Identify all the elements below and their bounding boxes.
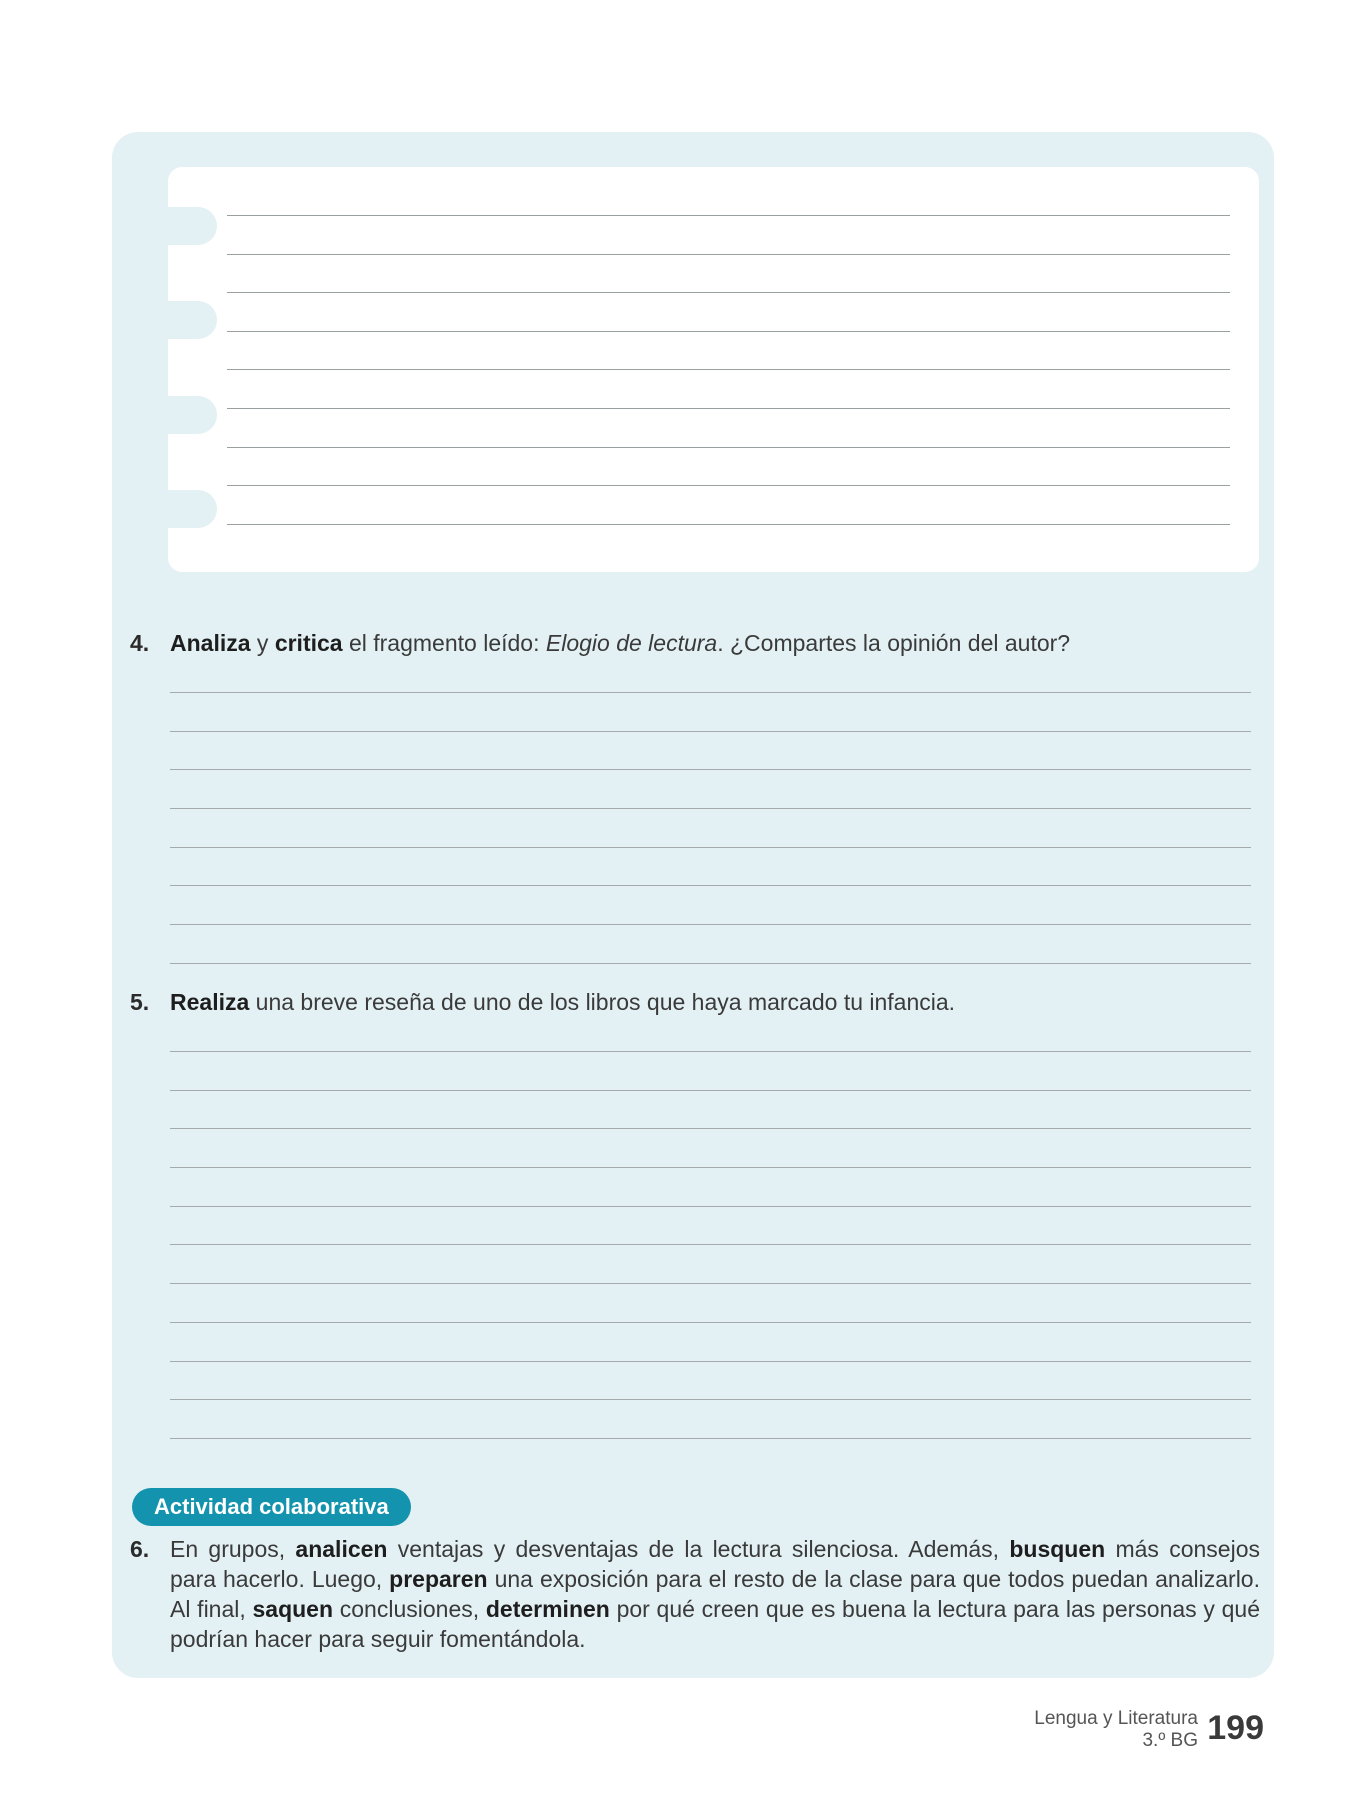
writing-line[interactable] <box>170 1128 1251 1129</box>
writing-line[interactable] <box>227 215 1230 216</box>
writing-line[interactable] <box>170 963 1251 964</box>
writing-line[interactable] <box>170 692 1251 693</box>
question-text: Analiza y critica el fragmento leído: Elogio de lectura. ¿Compartes la opinión del autor? <box>170 630 1071 656</box>
writing-line[interactable] <box>227 485 1230 486</box>
writing-line[interactable] <box>227 408 1230 409</box>
writing-line[interactable] <box>227 331 1230 332</box>
collaborative-activity-badge: Actividad colaborativa <box>132 1488 411 1526</box>
writing-line[interactable] <box>170 1090 1251 1091</box>
writing-line[interactable] <box>170 885 1251 886</box>
writing-line[interactable] <box>227 524 1230 525</box>
writing-line[interactable] <box>227 369 1230 370</box>
book-title: Elogio de lectura <box>545 630 718 656</box>
writing-line[interactable] <box>170 1399 1251 1400</box>
question-number: 4. <box>130 630 150 656</box>
writing-line[interactable] <box>170 1361 1251 1362</box>
writing-line[interactable] <box>170 1322 1251 1323</box>
writing-line[interactable] <box>227 292 1230 293</box>
writing-line[interactable] <box>170 1438 1251 1439</box>
page-number: 199 <box>1207 1709 1264 1747</box>
writing-line[interactable] <box>170 1206 1251 1207</box>
writing-line[interactable] <box>170 731 1251 732</box>
writing-line[interactable] <box>170 1283 1251 1284</box>
notebook-ring-hole <box>165 301 217 339</box>
answer-lines-q4[interactable] <box>170 692 1251 1002</box>
question-number: 6. <box>130 1536 150 1562</box>
answer-lines-q5[interactable] <box>170 1051 1251 1477</box>
writing-line[interactable] <box>170 1244 1251 1245</box>
writing-line[interactable] <box>170 769 1251 770</box>
question-text: En grupos, analicen ventajas y desventajas de la lectura silenciosa. Además, busquen más consejos para hacerlo. Luego, preparen una exposición para el resto de la clase para que todos puedan analizarlo. Al final, saquen conclusiones, determinen por qué creen que es buena la lectura para las personas y qué podrían hacer para seguir fomentándola. <box>170 1536 1260 1652</box>
notebook-ring-hole <box>165 490 217 528</box>
writing-line[interactable] <box>170 1167 1251 1168</box>
footer-subject: Lengua y Literatura <box>1034 1708 1198 1729</box>
notebook-ring-hole <box>165 396 217 434</box>
question-text: Realiza una breve reseña de uno de los libros que haya marcado tu infancia. <box>170 989 956 1015</box>
footer-grade: 3.º BG <box>1142 1730 1198 1751</box>
writing-line[interactable] <box>170 1051 1251 1052</box>
question-number: 5. <box>130 989 150 1015</box>
writing-line[interactable] <box>170 847 1251 848</box>
writing-line[interactable] <box>227 254 1230 255</box>
writing-line[interactable] <box>227 447 1230 448</box>
writing-line[interactable] <box>170 924 1251 925</box>
notebook-ring-hole <box>165 207 217 245</box>
notebook-writing-lines[interactable] <box>227 215 1230 562</box>
writing-line[interactable] <box>170 808 1251 809</box>
